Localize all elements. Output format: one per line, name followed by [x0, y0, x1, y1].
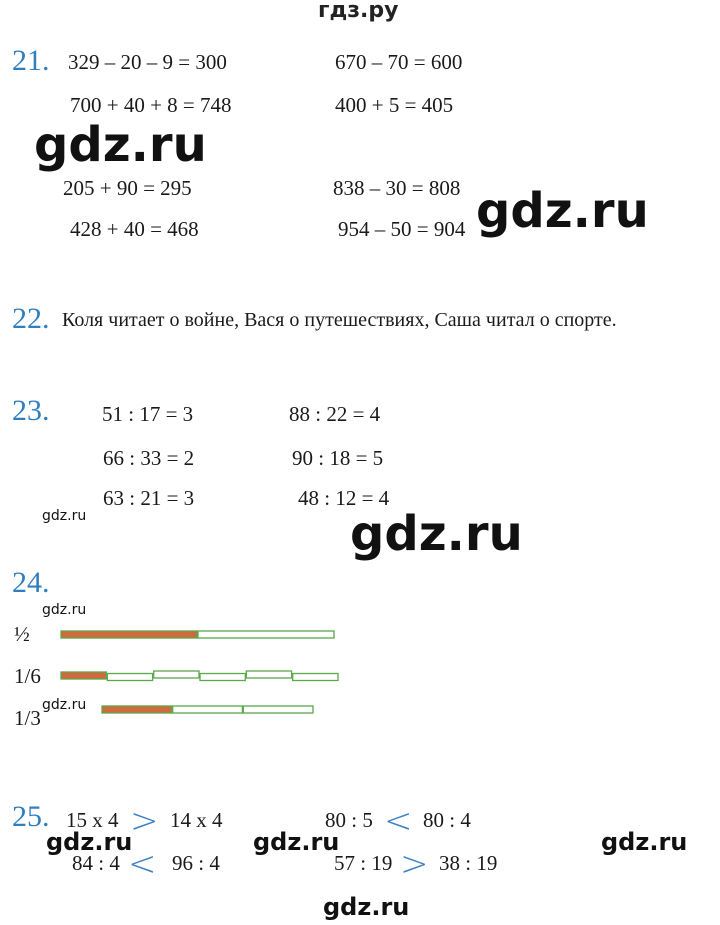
comparison-right: 96 : 4 — [172, 851, 220, 875]
task-24-number: 24. — [12, 566, 50, 599]
comparison-left: 80 : 5 — [325, 808, 373, 832]
task-22-number: 22. — [12, 302, 50, 335]
comparison-right: 80 : 4 — [423, 808, 471, 832]
task-21-equation: 838 – 30 = 808 — [333, 176, 461, 200]
bar-segment-empty — [198, 631, 334, 638]
task-21-equation: 670 – 70 = 600 — [335, 50, 463, 74]
comparison-left: 84 : 4 — [72, 851, 120, 875]
comparison-right: 38 : 19 — [439, 851, 498, 875]
task-23-equation: 51 : 17 = 3 — [102, 402, 194, 426]
bar-segment-empty — [200, 674, 245, 681]
watermark: gdz.ru — [350, 506, 523, 562]
task-23-equation: 48 : 12 = 4 — [298, 486, 390, 510]
bar-segment-filled — [61, 631, 197, 638]
watermark: gdz.ru — [34, 117, 207, 173]
watermark: gdz.ru — [601, 828, 688, 856]
fraction-label-third: 1/3 — [14, 706, 41, 730]
watermark: gdz.ru — [253, 828, 340, 856]
comparison-left: 15 x 4 — [66, 808, 119, 832]
task-21-equation: 954 – 50 = 904 — [338, 217, 466, 241]
comparison-right: 14 x 4 — [170, 808, 223, 832]
comparison-sign: < — [128, 844, 157, 884]
task-22-answer: Коля читает о войне, Вася о путешествиях, Саша читал о спорте. — [62, 309, 617, 331]
task-23-equation: 63 : 21 = 3 — [103, 486, 195, 510]
watermark: gdz.ru — [46, 828, 133, 856]
bar-segment-empty — [173, 706, 243, 713]
site-header: гдз.ру — [318, 0, 399, 23]
task-25-number: 25. — [12, 800, 50, 833]
task-21-equation: 329 – 20 – 9 = 300 — [68, 50, 227, 74]
bar-segment-empty — [243, 706, 313, 713]
fraction-label-sixth: 1/6 — [14, 664, 41, 688]
bar-segment-empty — [107, 674, 152, 681]
task-23-equation: 90 : 18 = 5 — [292, 446, 384, 470]
watermark: gdz.ru — [42, 697, 87, 713]
bar-segment-empty — [154, 671, 199, 678]
fraction-label-half: ½ — [14, 622, 30, 646]
task-23-equation: 88 : 22 = 4 — [289, 402, 381, 426]
bar-segment-empty — [293, 674, 338, 681]
comparison-sign: > — [400, 844, 429, 884]
task-21-equation: 428 + 40 = 468 — [70, 217, 199, 241]
watermark: gdz.ru — [476, 183, 649, 239]
task-21-equation: 700 + 40 + 8 = 748 — [70, 93, 232, 117]
bar-segment-filled — [61, 672, 106, 679]
bar-segment-empty — [246, 671, 291, 678]
task-23-number: 23. — [12, 394, 50, 427]
task-21-equation: 205 + 90 = 295 — [63, 176, 192, 200]
comparison-sign: > — [130, 801, 159, 841]
watermark: gdz.ru — [42, 508, 87, 524]
comparison-left: 57 : 19 — [334, 851, 393, 875]
watermark: gdz.ru — [323, 893, 410, 921]
watermark: gdz.ru — [42, 602, 87, 618]
task-23-equation: 66 : 33 = 2 — [103, 446, 195, 470]
task-21-equation: 400 + 5 = 405 — [335, 93, 454, 117]
bar-segment-filled — [102, 706, 172, 713]
comparison-sign: < — [384, 801, 413, 841]
task-21-number: 21. — [12, 44, 50, 77]
